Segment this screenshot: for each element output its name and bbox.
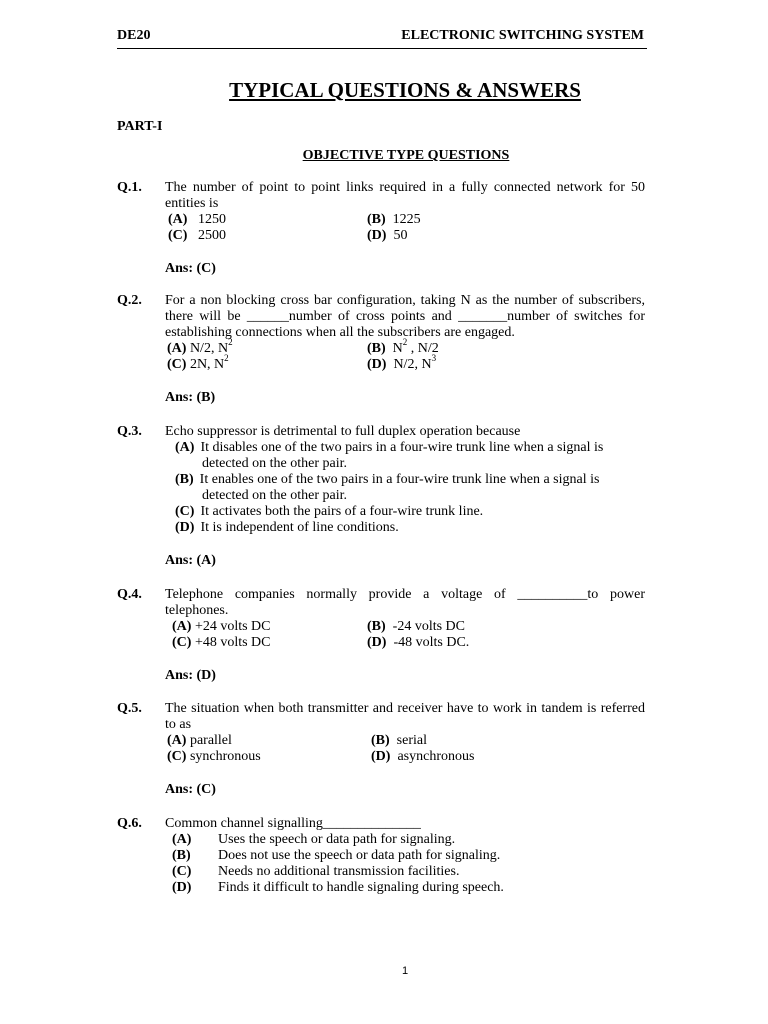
page-title: TYPICAL QUESTIONS & ANSWERS [229,78,581,102]
question-text: Echo suppressor is detrimental to full duplex operation because [165,424,521,439]
option-c: (C) synchronous [167,749,261,764]
answer: Ans: (B) [165,390,216,405]
option-d: (D) It is independent of line conditions. [175,520,399,535]
option-b: (B) serial [371,733,427,748]
part-label: PART-I [117,119,163,134]
header-left: DE20 [117,28,151,43]
question-number: Q.6. [117,816,142,831]
answer: Ans: (A) [165,553,216,568]
question-6 [117,816,645,896]
option-a: (A) parallel [167,733,232,748]
option-d: (D) 50 [367,228,408,243]
option-b: (B) It enables one of the two pairs in a four-wire trunk line when a signal is [175,472,600,487]
option-c: (C) +48 volts DC [172,635,271,650]
question-2 [117,293,645,406]
option-d: (D) asynchronous [371,749,475,764]
header-right: ELECTRONIC SWITCHING SYSTEM [401,28,644,43]
option-b: (B) 1225 [367,212,421,227]
option-d: (D) Finds it difficult to handle signaling during speech. [172,880,504,895]
page-number: 1 [401,965,409,977]
question-3 [117,424,645,569]
option-a-continued: detected on the other pair. [202,456,347,471]
question-number: Q.4. [117,587,142,602]
question-4 [117,587,645,684]
question-text: Telephone companies normally provide a voltage of __________to power telephones. [165,587,645,618]
question-number: Q.5. [117,701,142,716]
question-text: The situation when both transmitter and receiver have to work in tandem is referred to as [165,701,645,732]
answer: Ans: (C) [165,261,216,276]
option-c: (C) 2N, $N^2$ [167,353,229,372]
question-text: Common channel signalling______________ [165,816,421,831]
question-1 [117,180,645,277]
option-c: (C) 2500 [168,228,226,243]
option-d: (D) -48 volts DC. [367,635,470,650]
option-a: (A) It disables one of the two pairs in a four-wire trunk line when a signal is [175,440,604,455]
question-5 [117,701,645,798]
option-b: (B) $N^2$ , N/2 [367,337,439,356]
option-d: (D) N/2, $N^3$ [367,353,437,372]
question-number: Q.1. [117,180,142,195]
option-b-continued: detected on the other pair. [202,488,347,503]
question-number: Q.2. [117,293,142,308]
option-b: (B) Does not use the speech or data path for signaling. [172,848,501,863]
option-c: (C) It activates both the pairs of a four-wire trunk line. [175,504,484,519]
option-a: (A) +24 volts DC [172,619,271,634]
option-a: (A) N/2, $N^2$ [167,337,233,356]
answer: Ans: (C) [165,782,216,797]
option-c: (C) Needs no additional transmission facilities. [172,864,460,879]
option-b: (B) -24 volts DC [367,619,466,634]
header-rule [117,48,647,49]
question-text: The number of point to point links required in a fully connected network for 50 entities is [165,180,645,211]
option-a: (A) 1250 [168,212,226,227]
question-number: Q.3. [117,424,142,439]
section-subtitle: OBJECTIVE TYPE QUESTIONS [302,148,510,163]
question-text: For a non blocking cross bar configuration, taking N as the number of subscribers, there will be ______number of cross points and _______number of switches for establishing connections when all the subscribers are engaged. [165,293,645,340]
option-a: (A) Uses the speech or data path for signaling. [172,832,456,847]
answer: Ans: (D) [165,668,216,683]
